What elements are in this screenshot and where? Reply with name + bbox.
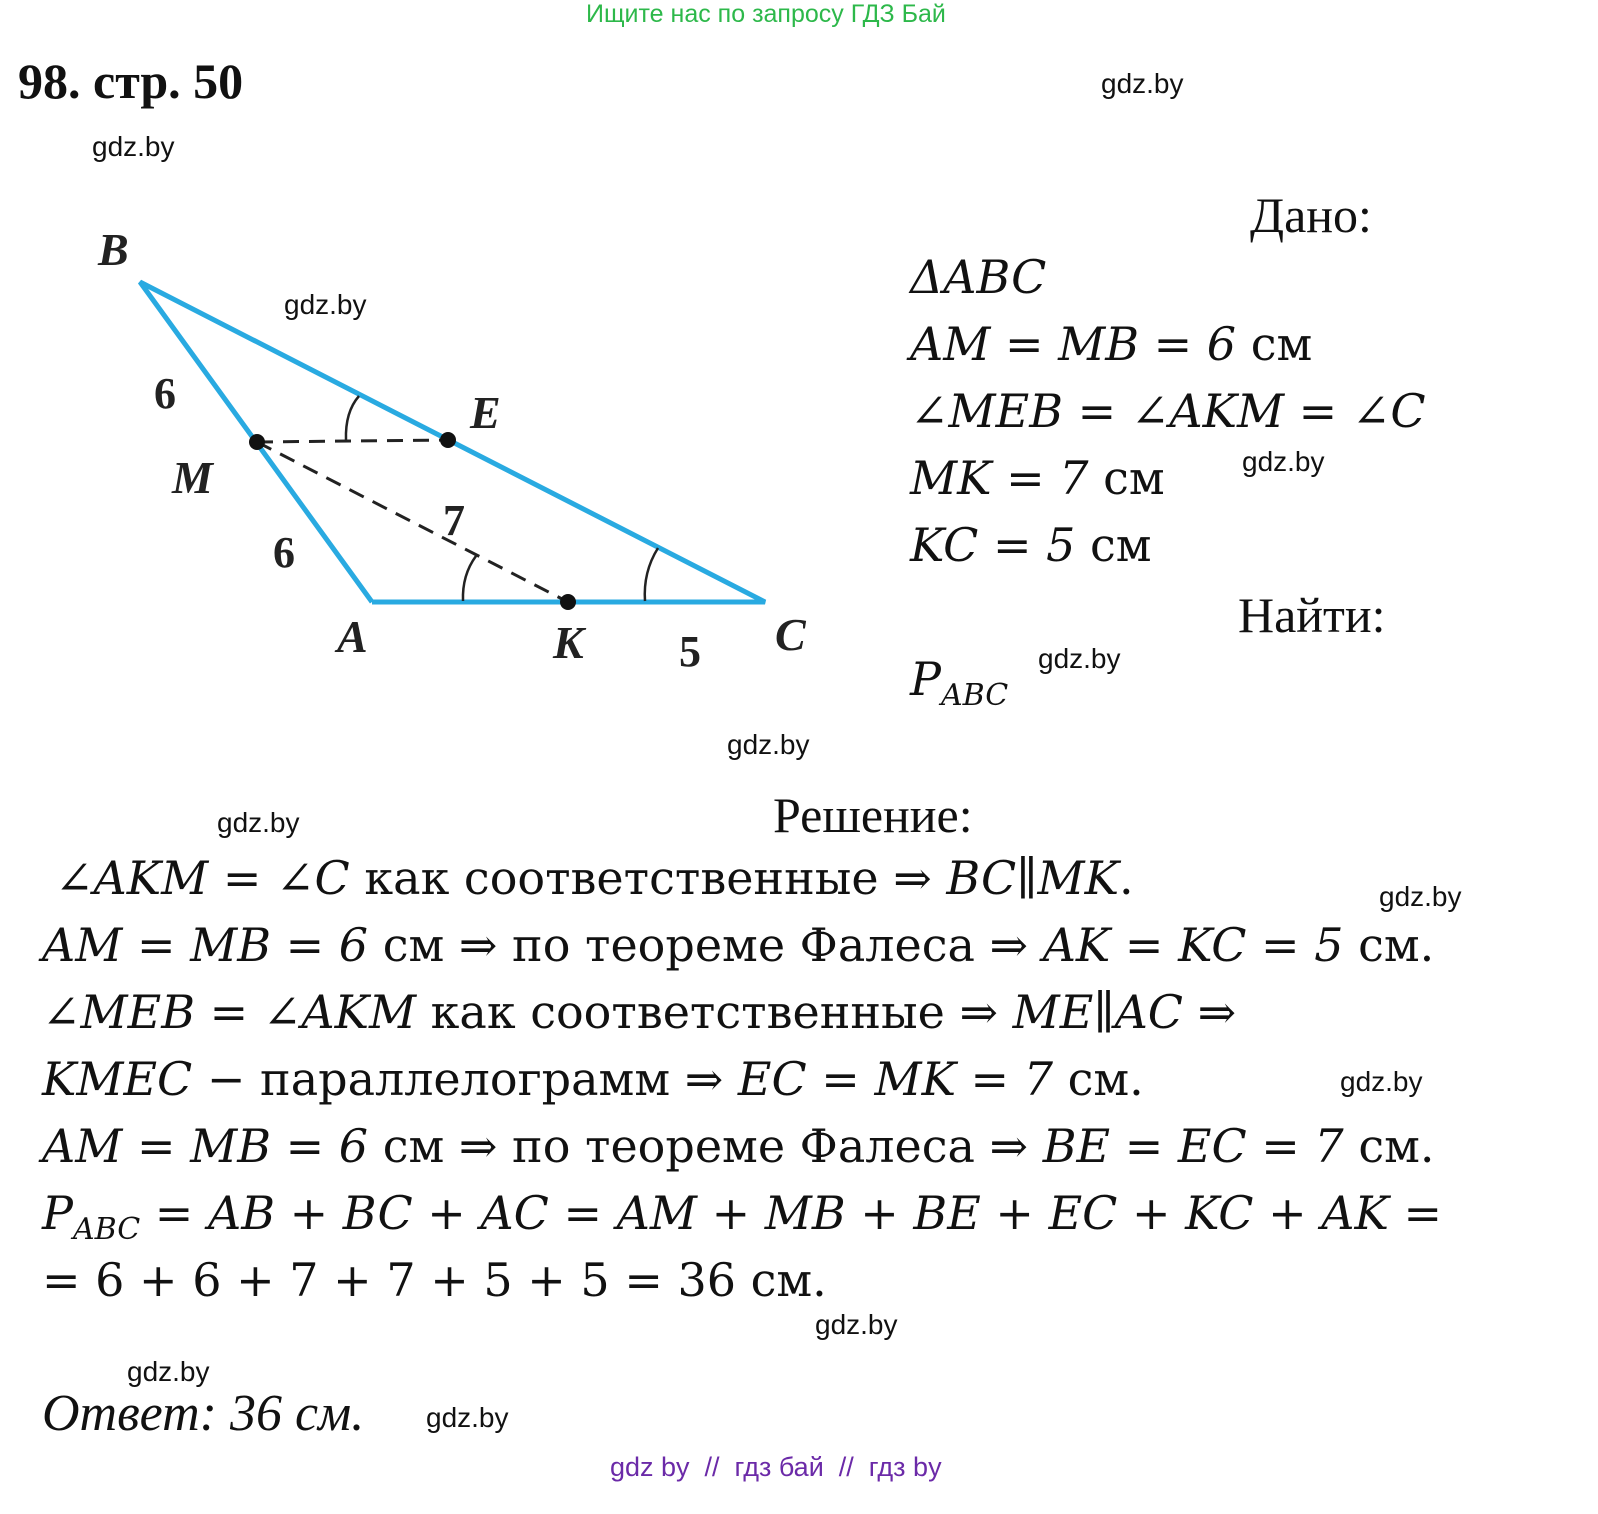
l1-expr: ∠AKM = ∠C xyxy=(55,851,350,905)
watermark: gdz.by xyxy=(727,729,810,760)
label-e: E xyxy=(470,387,501,438)
l5-text: см ⇒ по теореме Фалеса ⇒ xyxy=(368,1119,1043,1173)
l1-end: . xyxy=(1118,851,1134,905)
l2-text: см ⇒ по теореме Фалеса ⇒ xyxy=(368,918,1043,972)
angle-arc-e xyxy=(346,396,359,440)
length-mk: 7 xyxy=(443,496,465,545)
l5-end: см. xyxy=(1343,1119,1435,1173)
length-kc: 5 xyxy=(679,627,701,676)
find-heading: Найти: xyxy=(1238,587,1386,643)
l4-expr: KMEC xyxy=(42,1052,193,1106)
given-triangle: ΔABC xyxy=(910,250,1047,304)
given-angles: ∠MEB = ∠AKM = ∠C xyxy=(910,384,1426,438)
solution-line-7: = 6 + 6 + 7 + 7 + 5 + 5 = 36 см. xyxy=(42,1253,827,1307)
l5-result: BE = EC = 7 xyxy=(1042,1119,1344,1173)
solution-line-4 xyxy=(42,1052,1144,1106)
segment-mk xyxy=(257,442,568,602)
watermark: gdz.by xyxy=(1038,643,1121,674)
l3-expr: ∠MEB = ∠AKM xyxy=(42,985,417,1039)
label-a: A xyxy=(337,611,368,662)
l3-end: ⇒ xyxy=(1183,985,1237,1039)
watermark: gdz.by xyxy=(426,1402,509,1433)
length-mb: 6 xyxy=(154,369,176,418)
solution-line-6 xyxy=(42,1186,1443,1247)
label-b: B xyxy=(98,224,129,275)
l3-text: как соответственные ⇒ xyxy=(416,985,1013,1039)
given-mk xyxy=(910,451,1165,505)
l4-text: − параллелограмм ⇒ xyxy=(192,1052,738,1106)
solution-line-3 xyxy=(42,985,1236,1039)
l6-expr: = AB + BC + AC = AM + MB + BE + EC + KC + AK = xyxy=(140,1186,1443,1240)
solution-line-5 xyxy=(42,1119,1435,1173)
l2-end: см. xyxy=(1343,918,1435,972)
solution-line-1 xyxy=(55,851,1134,905)
given-am-mb xyxy=(910,317,1312,371)
label-c: C xyxy=(775,609,806,660)
page-title: 98. стр. 50 xyxy=(18,53,244,109)
solution-line-2 xyxy=(42,918,1434,972)
footer-links: gdz by // гдз бай // гдз by xyxy=(610,1452,942,1482)
l3-result: ME∥AC xyxy=(1012,985,1183,1039)
given-am-mb-expr: AM = MB = 6 xyxy=(910,317,1237,371)
length-am: 6 xyxy=(273,528,295,577)
given-mk-expr: MK = 7 xyxy=(910,451,1089,505)
angle-arc-c xyxy=(645,548,658,601)
l4-end: см. xyxy=(1053,1052,1144,1106)
point-m xyxy=(249,434,265,450)
given-heading: Дано: xyxy=(1250,187,1372,243)
watermark: gdz.by xyxy=(217,807,300,838)
point-e xyxy=(440,432,456,448)
triangle-figure xyxy=(0,0,860,700)
point-k xyxy=(560,594,576,610)
find-p-sub: ABC xyxy=(940,678,1009,713)
l6-sub: ABC xyxy=(72,1212,141,1247)
l1-result: BC∥MK xyxy=(946,851,1119,905)
watermark: gdz.by xyxy=(1101,68,1184,99)
l6-p: P xyxy=(42,1186,73,1240)
top-banner: Ищите нас по запросу ГДЗ Бай xyxy=(586,0,946,28)
watermark: gdz.by xyxy=(815,1309,898,1340)
watermark: gdz.by xyxy=(1379,881,1462,912)
l1-text: как соответственные ⇒ xyxy=(349,851,947,905)
given-mk-unit: см xyxy=(1088,451,1165,505)
watermark: gdz.by xyxy=(92,131,175,162)
watermark: gdz.by xyxy=(127,1356,210,1387)
watermark: gdz.by xyxy=(1242,446,1325,477)
segment-me xyxy=(257,440,448,442)
answer: Ответ: 36 см. xyxy=(42,1385,365,1442)
given-kc-expr: KC = 5 xyxy=(910,518,1076,572)
l2-result: AK = KC = 5 xyxy=(1042,918,1344,972)
find-p: P xyxy=(910,652,941,706)
l2-expr: AM = MB = 6 xyxy=(42,918,369,972)
solution-heading: Решение: xyxy=(773,787,973,843)
given-kc-unit: см xyxy=(1075,518,1152,572)
watermark: gdz.by xyxy=(284,289,367,320)
angle-arc-k xyxy=(463,556,476,601)
label-k: K xyxy=(553,617,584,668)
l4-result: EC = MK = 7 xyxy=(737,1052,1053,1106)
watermark: gdz.by xyxy=(1340,1066,1423,1097)
given-am-mb-unit: см xyxy=(1236,317,1313,371)
l5-expr: AM = MB = 6 xyxy=(42,1119,369,1173)
label-m: M xyxy=(172,452,213,503)
find-perimeter xyxy=(910,652,1009,713)
given-kc xyxy=(910,518,1152,572)
